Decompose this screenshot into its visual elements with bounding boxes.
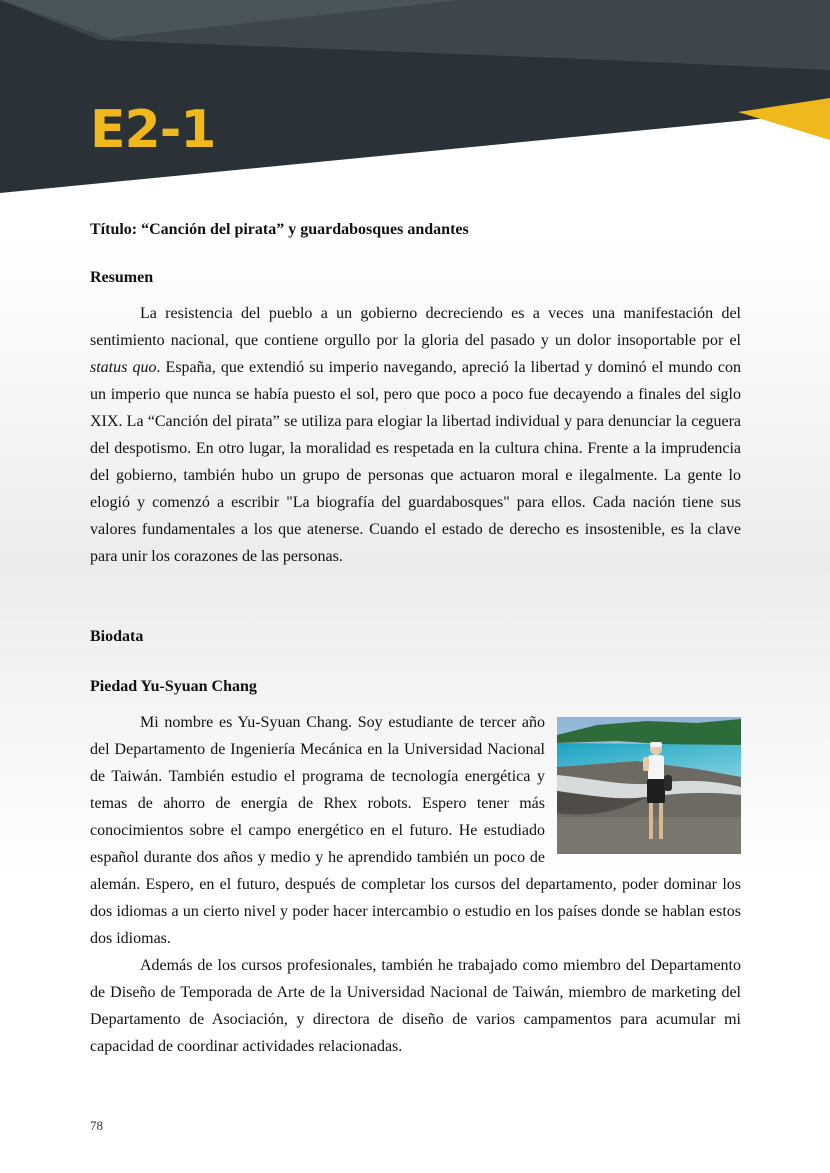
biodata-heading-block	[90, 627, 741, 647]
summary-text-part1: La resistencia del pueblo a un gobierno decreciendo es a veces una manifestación del sentimiento nacional, que contiene orgullo por la gloria del pasado y un dolor insoportable por el	[90, 305, 741, 349]
section-code: E2-1	[90, 100, 216, 160]
beach-photo-illustration	[557, 717, 741, 854]
article-title: Título: “Canción del pirata” y guardabosques andantes	[90, 221, 469, 238]
biodata-heading: Biodata	[90, 628, 144, 645]
summary-text-part2: . España, que extendió su imperio navegando, apreció la libertad y dominó el mundo con un imperio que nunca se había puesto el sol, pero que poco a poco fue decayendo a finales del siglo XIX. La “Canción del pirata” se utiliza para elogiar la libertad individual y para denunciar la ceguera del despotismo. En otro lugar, la moralidad es respetada en la cultura china. Frente a la imprudencia del gobierno, también hubo un grupo de personas que actuaron moral e ilegalmente. La gente lo elogió y comenzó a escribir "La biografía del guardabosques" para ellos. Cada nación tiene sus valores fundamentales a los que atenerse. Cuando el estado de derecho es insostenible, es la clave para unir los corazones de las personas.	[90, 359, 742, 565]
biography-paragraph-2: Además de los cursos profesionales, también he trabajado como miembro del Departamento de Diseño de Temporada de Arte de la Universidad Nacional de Taiwán, miembro de marketing del Departamento de Asociación, y directora de diseño de varios campamentos para acumular mi capacidad de coordinar actividades relacionadas.	[90, 957, 741, 1055]
summary-paragraph	[90, 300, 741, 570]
page-number: 78	[90, 1118, 103, 1133]
summary-italic-term: status quo	[90, 359, 157, 376]
person-name: Piedad Yu-Syuan Chang	[90, 678, 257, 695]
biography-paragraph-1: Mi nombre es Yu-Syuan Chang. Soy estudiante de tercer año del Departamento de Ingeniería Mecánica en la Universidad Nacional de Taiwán. También estudio el programa de tecnología energética y temas de ahorro de energía de Rhex robots. Espero tener más conocimientos sobre el campo energético en el futuro. He estudiado español durante dos años y medio y he aprendido también un poco de alemán. Espero, en el futuro, después de completar los cursos del departamento, poder dominar los dos idiomas a un cierto nivel y poder hacer intercambio o estudio en los países donde se hablan estos dos idiomas.	[90, 714, 741, 947]
article-title-block	[90, 220, 741, 240]
summary-heading: Resumen	[90, 269, 154, 286]
biography-block	[90, 709, 741, 1060]
author-photo	[557, 717, 741, 854]
person-name-block	[90, 677, 741, 697]
summary-heading-block	[90, 268, 741, 288]
summary-block	[90, 300, 741, 570]
